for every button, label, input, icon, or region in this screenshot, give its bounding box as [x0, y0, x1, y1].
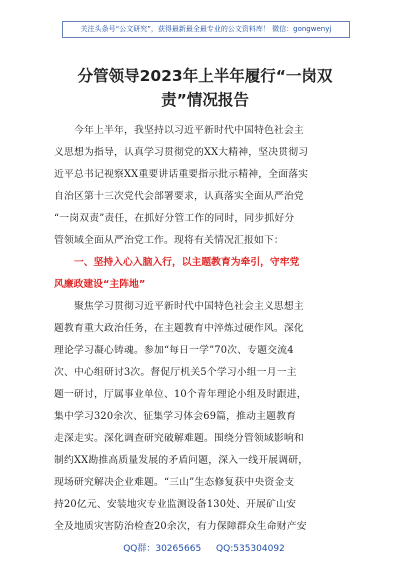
heading-line: 风廉政建设“主阵地” — [54, 279, 146, 290]
intro-line: 义思想为指导，认真学习贯彻党的XX大精神，坚决贯彻习 — [54, 147, 309, 158]
body-paragraph — [54, 296, 358, 538]
intro-line: 今年上半年，我坚持以习近平新时代中国特色社会主 — [74, 125, 304, 136]
body-line: 次、中心组研讨3次。督促厅机关5个学习小组一月一主 — [54, 367, 297, 378]
footer-contact — [0, 541, 408, 554]
intro-line: 近平总书记视察XX重要讲话重要指示批示精神，全面落实 — [54, 169, 309, 180]
body-line: 理论学习凝心铸魂。参加“每日一学”70次、专题交流4 — [54, 345, 294, 356]
intro-line: 自治区第十三次党代会部署要求，认真落实全面从严治党 — [54, 191, 304, 202]
footer-qq-group: QQ群：30265665 — [123, 544, 202, 554]
heading-line: 一、坚持入心入脑入行，以主题教育为牵引，守牢党 — [74, 257, 300, 268]
intro-line: 管领域全面从严治党工作。现将有关情况汇报如下： — [54, 235, 284, 246]
body-line: 全及地质灾害防治检查20余次，有力保障群众生命财产安 — [54, 521, 307, 532]
body-line: 集中学习320余次、征集学习体会69篇，推动主题教育 — [54, 411, 297, 422]
document-title-line-2: 责”情况报告 — [161, 91, 249, 109]
body-line: 题一研讨，厅属事业单位、10个青年理论小组及时跟进， — [54, 389, 307, 400]
top-banner: 关注头条号“公文研究”，获得最新最全最专业的公文资料库！ 微信：gongwenyj — [62, 21, 350, 38]
section-heading — [54, 252, 358, 296]
body-line: 制约XX勘推高质量发展的矛盾问题，深入一线开展调研， — [54, 455, 309, 466]
document-title-line-1: 分管领导2023年上半年履行“一岗双 — [77, 67, 333, 85]
body-line: 聚焦学习贯彻习近平新时代中国特色社会主义思想主 — [74, 301, 304, 312]
intro-line: “一岗双责”责任，在抓好分管工作的同时，同步抓好分 — [54, 213, 295, 224]
footer-qq: QQ:535304092 — [216, 544, 285, 554]
body-line: 题教育重大政治任务，在主题教育中淬炼过硬作风。深化 — [54, 323, 304, 334]
intro-paragraph — [54, 120, 358, 252]
body-line: 走深走实。深化调查研究破解难题。围绕分管领域影响和 — [54, 433, 304, 444]
body-line: 持20亿元、安装地灾专业监测设备130处、开展矿山安 — [54, 499, 297, 510]
body-line: 现场研究解决企业难题。“三山”生态修复获中央资金支 — [54, 477, 295, 488]
